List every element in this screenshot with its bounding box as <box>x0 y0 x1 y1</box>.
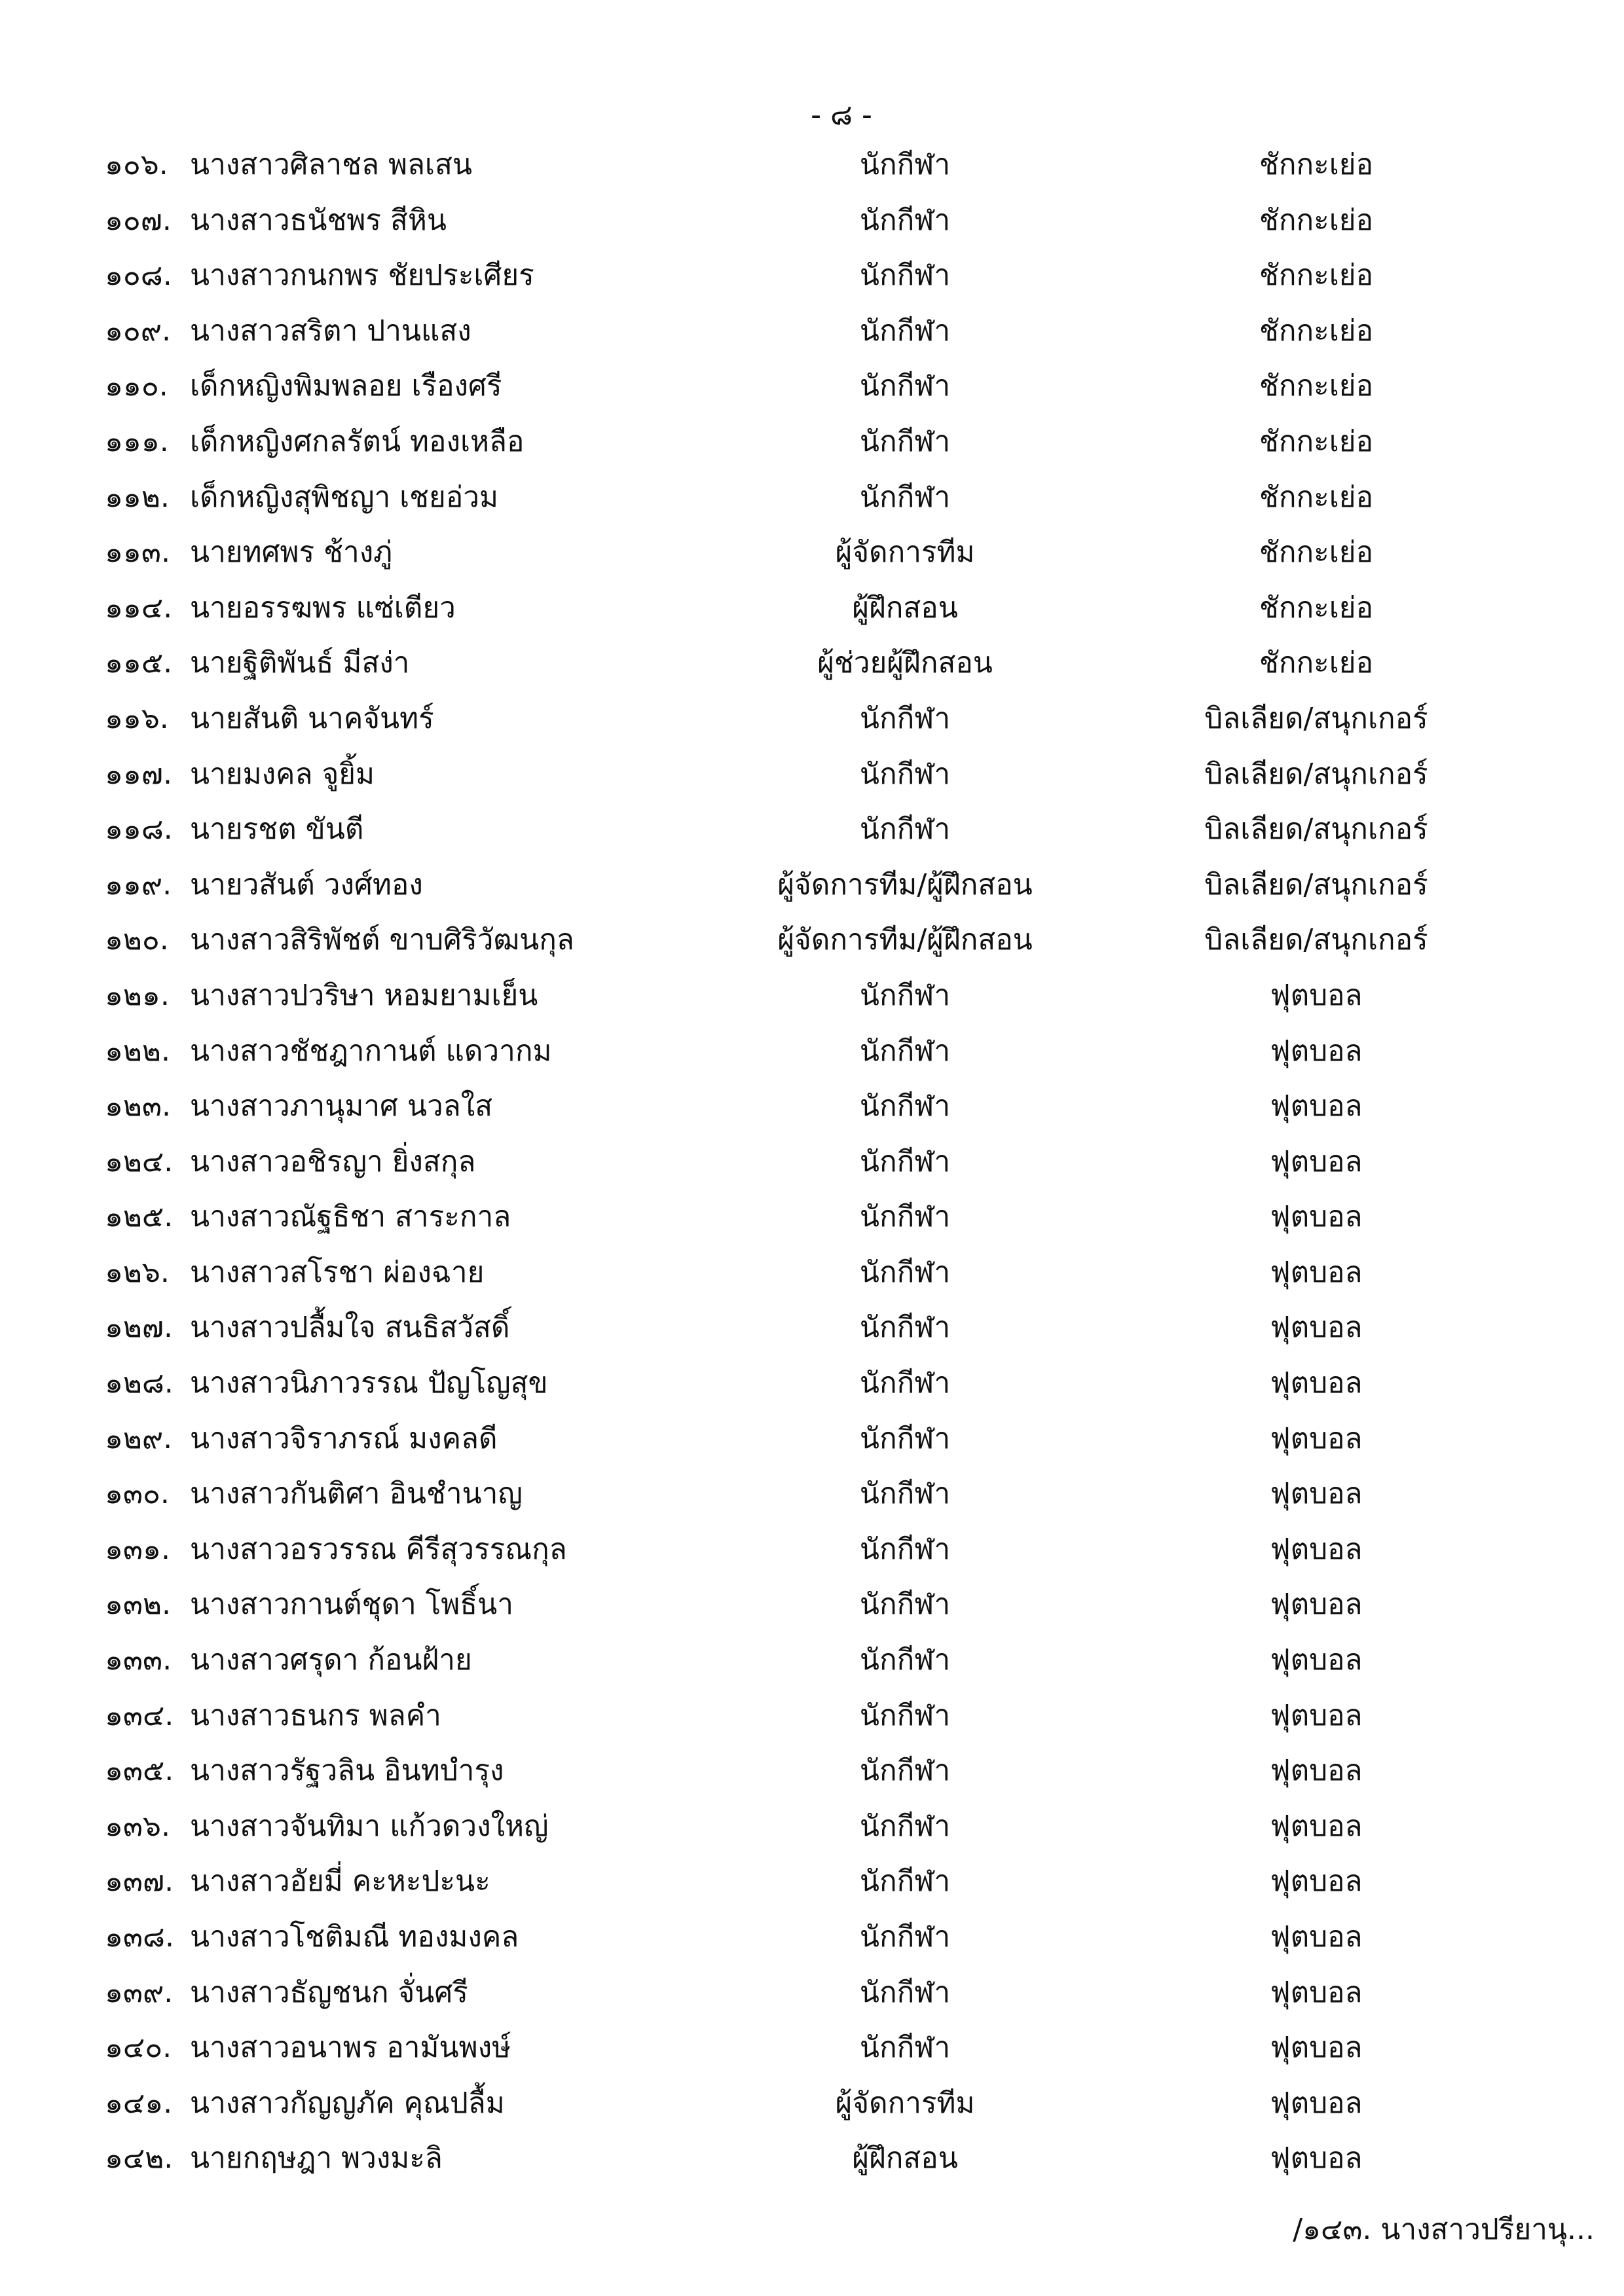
list-item <box>0 636 1624 691</box>
person-name: นายทศพร ช้างภู่ <box>190 536 393 570</box>
list-item <box>0 1135 1624 1190</box>
sport-name: ฟุตบอล <box>1270 1477 1363 1511</box>
person-role: นักกีฬา <box>859 1421 951 1455</box>
sport-name: ชักกะเย่อ <box>1259 203 1374 237</box>
list-item <box>0 1743 1624 1799</box>
list-item <box>0 747 1624 803</box>
continuation-note: /๑๔๓. นางสาวปรียานุ... <box>1293 2213 1595 2246</box>
sport-name: บิลเลียด/สนุกเกอร์ <box>1204 923 1428 957</box>
person-name: เด็กหญิงสุพิชญา เชยอ่วม <box>190 480 498 514</box>
person-name: นางสาวธนกร พลคำ <box>190 1698 441 1732</box>
item-number: ๑๓๑. <box>105 1532 170 1566</box>
person-role: ผู้ฝึกสอน <box>852 2141 958 2176</box>
person-role: นักกีฬา <box>859 1034 951 1068</box>
item-number: ๑๑๓. <box>105 536 170 570</box>
person-name: นางสาวศิลาชล พลเสน <box>190 148 472 181</box>
item-number: ๑๓๕. <box>105 1754 174 1788</box>
list-item <box>0 248 1624 304</box>
person-role: นักกีฬา <box>859 1477 951 1511</box>
item-number: ๑๓๗. <box>105 1865 174 1899</box>
person-role: นักกีฬา <box>859 978 951 1012</box>
sport-name: ฟุตบอล <box>1270 1366 1363 1400</box>
item-number: ๑๒๗. <box>105 1311 174 1345</box>
item-number: ๑๓๔. <box>105 1698 174 1732</box>
person-name: นางสาวกัญญภัค คุณปลื้ม <box>190 2086 505 2120</box>
sport-name: ฟุตบอล <box>1270 1089 1363 1123</box>
list-item <box>0 913 1624 968</box>
person-name: นางสาวปลื้มใจ สนธิสวัสดิ์ <box>190 1311 510 1345</box>
item-number: ๑๔๑. <box>105 2086 173 2120</box>
item-number: ๑๑๙. <box>105 867 172 902</box>
item-number: ๑๓๐. <box>105 1477 170 1511</box>
list-item <box>0 1633 1624 1688</box>
person-name: นางสาวศรุดา ก้อนฝ้าย <box>190 1643 472 1677</box>
item-number: ๑๐๗. <box>105 203 172 237</box>
person-name: นางสาวสิริพัชต์ ขาบศิริวัฒนกุล <box>190 923 574 957</box>
person-role: นักกีฬา <box>859 1698 951 1732</box>
list-item <box>0 1079 1624 1135</box>
person-role: ผู้จัดการทีม/ผู้ฝึกสอน <box>777 923 1033 957</box>
list-item <box>0 1577 1624 1633</box>
sport-name: บิลเลียด/สนุกเกอร์ <box>1204 812 1428 847</box>
sport-name: ชักกะเย่อ <box>1259 424 1374 458</box>
list-item <box>0 1854 1624 1910</box>
person-name: นางสาวภานุมาศ นวลใส <box>190 1089 493 1123</box>
list-item <box>0 2020 1624 2076</box>
person-role: นักกีฬา <box>859 148 951 181</box>
person-name: นางสาวธัญชนก จั่นศรี <box>190 1975 468 2009</box>
person-name: นางสาวอชิรญา ยิ่งสกุล <box>190 1144 476 1178</box>
list-item <box>0 1688 1624 1744</box>
person-name: นายมงคล จูยิ้ม <box>190 757 375 791</box>
sport-name: ฟุตบอล <box>1270 1532 1363 1566</box>
person-name: เด็กหญิงพิมพลอย เรืองศรี <box>190 369 502 403</box>
sport-name: ชักกะเย่อ <box>1259 369 1374 403</box>
list-item <box>0 1300 1624 1356</box>
item-number: ๑๒๖. <box>105 1255 170 1289</box>
person-role: นักกีฬา <box>859 1311 951 1345</box>
item-number: ๑๑๔. <box>105 591 173 625</box>
item-number: ๑๑๐. <box>105 369 168 403</box>
item-number: ๑๑๗. <box>105 757 172 791</box>
item-number: ๑๑๒. <box>105 480 170 514</box>
item-number: ๑๓๖. <box>105 1809 170 1843</box>
sport-name: ชักกะเย่อ <box>1259 314 1374 348</box>
item-number: ๑๒๔. <box>105 1144 174 1178</box>
person-name: นางสาวสริตา ปานแสง <box>190 314 471 348</box>
list-item <box>0 1799 1624 1855</box>
item-number: ๑๓๓. <box>105 1643 172 1677</box>
list-item <box>0 1356 1624 1412</box>
person-role: นักกีฬา <box>859 314 951 348</box>
list-item <box>0 525 1624 581</box>
item-number: ๑๐๘. <box>105 259 172 293</box>
person-name: นางสาวอัยมี่ คะหะปะนะ <box>190 1865 490 1899</box>
list-item <box>0 1467 1624 1522</box>
sport-name: ฟุตบอล <box>1270 2086 1363 2120</box>
person-name: นายฐิติพันธ์ มีสง่า <box>190 646 410 680</box>
item-number: ๑๑๖. <box>105 701 169 735</box>
person-role: นักกีฬา <box>859 812 951 847</box>
item-number: ๑๑๑. <box>105 424 169 458</box>
person-role: นักกีฬา <box>859 1089 951 1123</box>
person-role: นักกีฬา <box>859 1920 951 1954</box>
sport-name: ฟุตบอล <box>1270 1144 1363 1178</box>
sport-name: ชักกะเย่อ <box>1259 591 1374 625</box>
item-number: ๑๔๐. <box>105 2031 172 2065</box>
list-item <box>0 1965 1624 2021</box>
list-item <box>0 304 1624 359</box>
sport-name: ชักกะเย่อ <box>1259 536 1374 570</box>
person-role: ผู้ฝึกสอน <box>852 591 958 625</box>
person-name: เด็กหญิงศกลรัตน์ ทองเหลือ <box>190 424 525 458</box>
sport-name: ชักกะเย่อ <box>1259 480 1374 514</box>
sport-name: ฟุตบอล <box>1270 978 1363 1012</box>
person-name: นายรชต ขันตี <box>190 812 364 847</box>
sport-name: ชักกะเย่อ <box>1259 259 1374 293</box>
list-item <box>0 2076 1624 2132</box>
sport-name: ชักกะเย่อ <box>1259 148 1374 181</box>
item-number: ๑๒๙. <box>105 1421 173 1455</box>
person-role: นักกีฬา <box>859 1366 951 1400</box>
person-role: นักกีฬา <box>859 1532 951 1566</box>
person-name: นายสันติ นาคจันทร์ <box>190 701 434 735</box>
participant-list <box>0 137 1624 2187</box>
list-item <box>0 581 1624 636</box>
list-item <box>0 414 1624 470</box>
list-item <box>0 802 1624 858</box>
person-name: นางสาวจันทิมา แก้วดวงใหญ่ <box>190 1809 549 1843</box>
sport-name: ชักกะเย่อ <box>1259 646 1374 680</box>
person-name: นางสาวชัชฎากานต์ แดวากม <box>190 1034 552 1068</box>
person-name: นางสาวกนกพร ชัยประเศียร <box>190 259 534 293</box>
person-role: นักกีฬา <box>859 1865 951 1899</box>
person-role: นักกีฬา <box>859 424 951 458</box>
list-item <box>0 137 1624 193</box>
sport-name: บิลเลียด/สนุกเกอร์ <box>1204 701 1428 735</box>
sport-name: ฟุตบอล <box>1270 1920 1363 1954</box>
person-role: ผู้จัดการทีม <box>835 2086 975 2120</box>
person-name: นางสาวปวริษา หอมยามเย็น <box>190 978 538 1012</box>
sport-name: ฟุตบอล <box>1270 1421 1363 1455</box>
person-role: นักกีฬา <box>859 259 951 293</box>
list-item <box>0 2131 1624 2187</box>
person-name: นางสาวอรวรรณ คีรีสุวรรณกุล <box>190 1532 567 1566</box>
list-item <box>0 1522 1624 1578</box>
list-item <box>0 858 1624 913</box>
person-role: นักกีฬา <box>859 2031 951 2065</box>
person-name: นางสาวอนาพร อามันพงษ์ <box>190 2031 511 2065</box>
list-item <box>0 359 1624 414</box>
sport-name: ฟุตบอล <box>1270 1809 1363 1843</box>
item-number: ๑๑๕. <box>105 646 173 680</box>
sport-name: ฟุตบอล <box>1270 1034 1363 1068</box>
person-name: นายวสันต์ วงศ์ทอง <box>190 867 423 902</box>
sport-name: ฟุตบอล <box>1270 1255 1363 1289</box>
person-name: นางสาวรัฐวลิน อินทบำรุง <box>190 1754 504 1788</box>
sport-name: ฟุตบอล <box>1270 1865 1363 1899</box>
person-role: นักกีฬา <box>859 1144 951 1178</box>
person-role: ผู้จัดการทีม <box>835 536 975 570</box>
person-role: ผู้ช่วยผู้ฝึกสอน <box>817 646 993 680</box>
item-number: ๑๒๓. <box>105 1089 171 1123</box>
person-name: นางสาวณัฐธิชา สาระกาล <box>190 1200 511 1234</box>
person-role: ผู้จัดการทีม/ผู้ฝึกสอน <box>777 867 1033 902</box>
list-item <box>0 1412 1624 1467</box>
sport-name: ฟุตบอล <box>1270 1200 1363 1234</box>
person-role: นักกีฬา <box>859 1588 951 1622</box>
list-item <box>0 968 1624 1024</box>
item-number: ๑๓๘. <box>105 1920 174 1954</box>
item-number: ๑๒๑. <box>105 978 170 1012</box>
sport-name: ฟุตบอล <box>1270 1311 1363 1345</box>
list-item <box>0 1024 1624 1080</box>
list-item <box>0 691 1624 747</box>
sport-name: ฟุตบอล <box>1270 1588 1363 1622</box>
sport-name: ฟุตบอล <box>1270 2031 1363 2065</box>
person-role: นักกีฬา <box>859 203 951 237</box>
item-number: ๑๓๙. <box>105 1975 174 2009</box>
person-name: นางสาวสโรชา ผ่องฉาย <box>190 1255 485 1289</box>
sport-name: ฟุตบอล <box>1270 1698 1363 1732</box>
person-role: นักกีฬา <box>859 369 951 403</box>
person-role: นักกีฬา <box>859 1643 951 1677</box>
person-role: นักกีฬา <box>859 1809 951 1843</box>
person-name: นางสาวธนัชพร สีหิน <box>190 203 447 237</box>
list-item <box>0 1910 1624 1965</box>
item-number: ๑๐๙. <box>105 314 171 348</box>
sport-name: บิลเลียด/สนุกเกอร์ <box>1204 757 1428 791</box>
sport-name: ฟุตบอล <box>1270 1754 1363 1788</box>
item-number: ๑๒๘. <box>105 1366 174 1400</box>
item-number: ๑๒๒. <box>105 1034 170 1068</box>
person-name: นางสาวโชติมณี ทองมงคล <box>190 1920 519 1954</box>
person-name: นางสาวกานต์ชุดา โพธิ์นา <box>190 1588 513 1622</box>
person-role: นักกีฬา <box>859 757 951 791</box>
page-number: - ๘ - <box>811 98 872 132</box>
person-name: นางสาวกันติศา อินชำนาญ <box>190 1477 523 1511</box>
person-role: นักกีฬา <box>859 1975 951 2009</box>
list-item <box>0 1245 1624 1301</box>
list-item <box>0 470 1624 526</box>
person-name: นายอรรฆพร แซ่เตียว <box>190 591 456 625</box>
person-name: นางสาวนิภาวรรณ ปัญโญสุข <box>190 1366 548 1400</box>
person-name: นายกฤษฎา พวงมะลิ <box>190 2141 443 2176</box>
sport-name: ฟุตบอล <box>1270 1975 1363 2009</box>
list-item <box>0 1190 1624 1245</box>
item-number: ๑๐๖. <box>105 148 168 181</box>
list-item <box>0 193 1624 249</box>
item-number: ๑๓๒. <box>105 1588 171 1622</box>
person-role: นักกีฬา <box>859 1255 951 1289</box>
person-role: นักกีฬา <box>859 701 951 735</box>
sport-name: ฟุตบอล <box>1270 2141 1363 2176</box>
sport-name: ฟุตบอล <box>1270 1643 1363 1677</box>
item-number: ๑๒๕. <box>105 1200 174 1234</box>
person-role: นักกีฬา <box>859 1754 951 1788</box>
item-number: ๑๑๘. <box>105 812 173 847</box>
item-number: ๑๔๒. <box>105 2141 174 2176</box>
person-role: นักกีฬา <box>859 480 951 514</box>
item-number: ๑๒๐. <box>105 923 169 957</box>
sport-name: บิลเลียด/สนุกเกอร์ <box>1204 867 1428 902</box>
person-role: นักกีฬา <box>859 1200 951 1234</box>
person-name: นางสาวจิราภรณ์ มงคลดี <box>190 1421 498 1455</box>
